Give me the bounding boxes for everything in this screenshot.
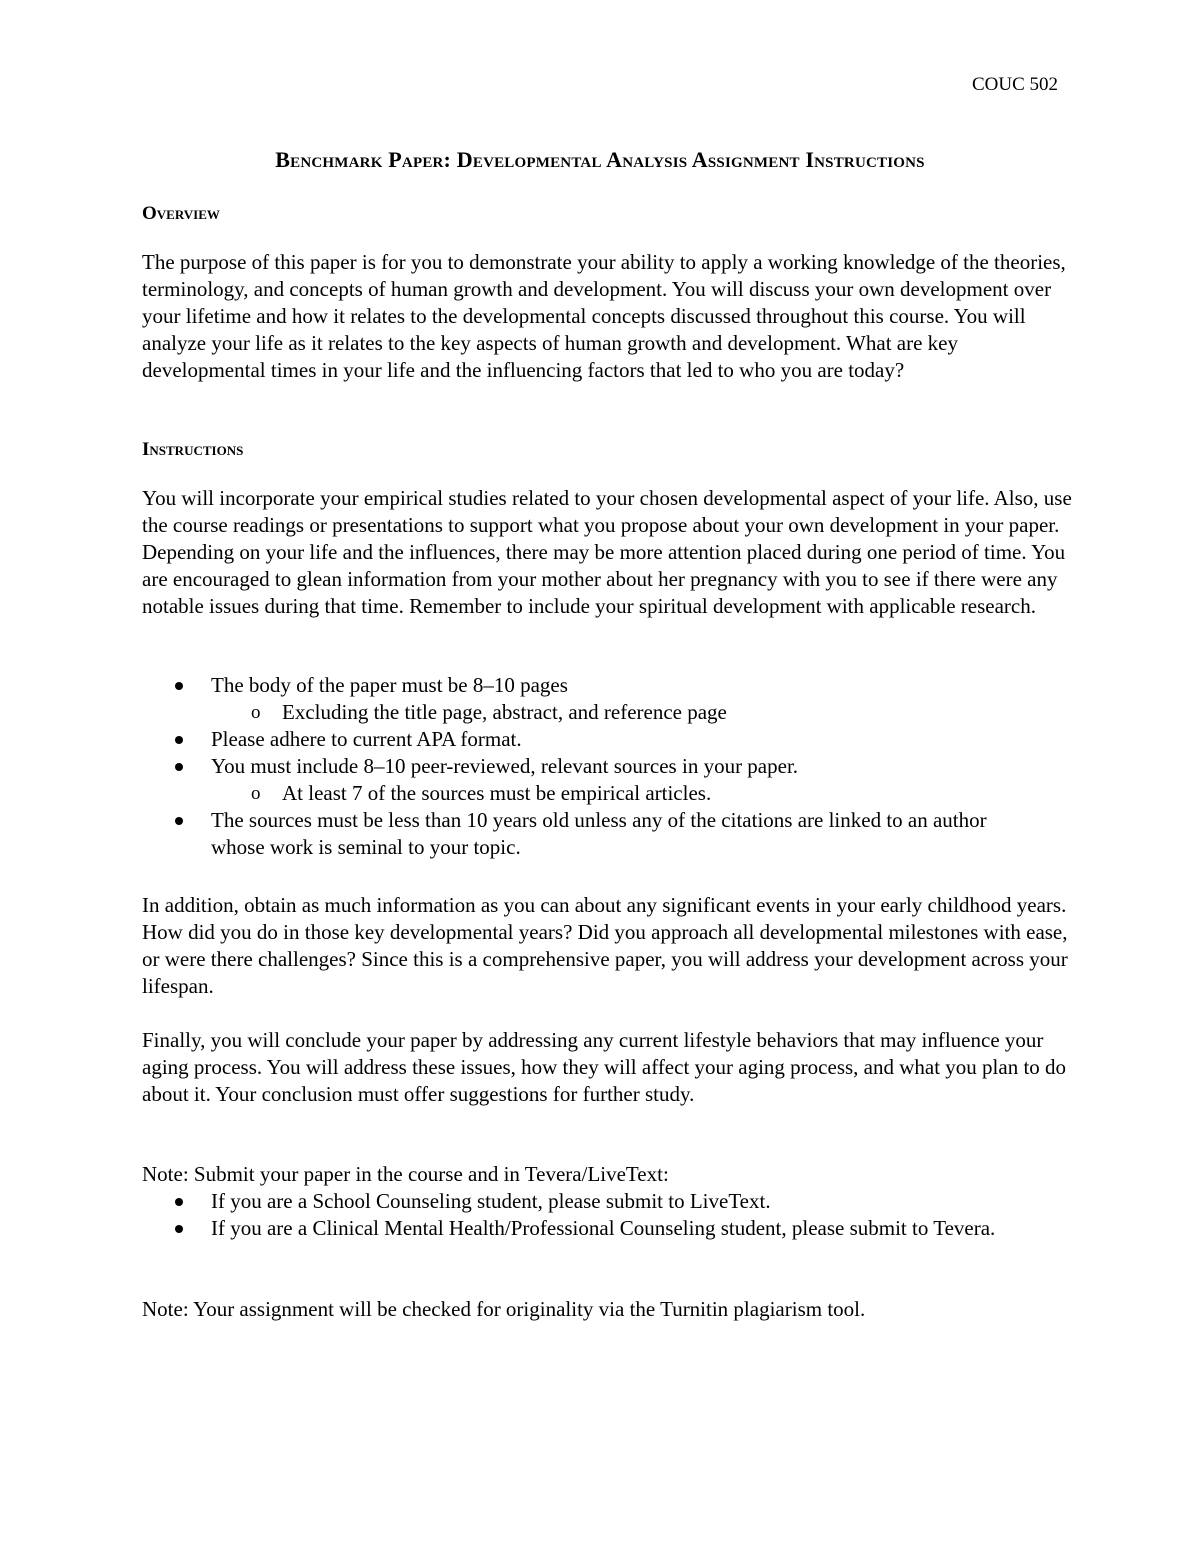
bullet-icon (175, 736, 183, 744)
instructions-heading: Instructions (142, 439, 244, 460)
list-item (142, 1188, 1072, 1215)
originality-note: Note: Your assignment will be checked for originality via the Turnitin plagiarism tool. (142, 1297, 866, 1321)
sub-bullet-icon: o (251, 783, 261, 804)
list-item (142, 753, 1072, 780)
list-item-text: If you are a School Counseling student, please submit to LiveText. (211, 1189, 771, 1213)
bullet-icon (175, 763, 183, 771)
submit-note: Note: Submit your paper in the course and in Tevera/LiveText: (142, 1162, 669, 1186)
list-item-text: The body of the paper must be 8–10 pages (211, 673, 568, 697)
list-item (142, 726, 1072, 753)
document-title: Benchmark Paper: Developmental Analysis Assignment Instructions (275, 147, 925, 172)
list-item (142, 1215, 1072, 1242)
instructions-intro-paragraph: You will incorporate your empirical studies related to your chosen developmental aspect of your life. Also, use the course readings or presentations to support what you propose about your own development in your paper. Depending on your life and the influences, there may be more attention placed during one period of time. You are encouraged to glean information from your mother about her pregnancy with you to see if there were any notable issues during that time. Remember to include your spiritual development with applicable research. (142, 486, 1072, 618)
list-item-text: The sources must be less than 10 years old unless any of the citations are linked to an author whose work is seminal to your topic. (211, 808, 987, 859)
addition-paragraph: In addition, obtain as much information as you can about any significant events in your early childhood years. How did you do in those key developmental years? Did you approach all developmental milestones with ease, or were there challenges? Since this is a comprehensive paper, you will address your development across your lifespan. (142, 893, 1068, 998)
list-item-text: At least 7 of the sources must be empirical articles. (282, 781, 712, 805)
overview-paragraph: The purpose of this paper is for you to demonstrate your ability to apply a working knowledge of the theories, terminology, and concepts of human growth and development. You will discuss your own development over your lifetime and how it relates to the developmental concepts discussed throughout this course. You will analyze your life as it relates to the key aspects of human growth and development. What are key developmental times in your life and the influencing factors that led to who you are today? (142, 250, 1066, 382)
bullet-icon (175, 1198, 183, 1206)
list-item (142, 699, 1072, 726)
bullet-icon (175, 1225, 183, 1233)
bullet-icon (175, 682, 183, 690)
list-item (142, 672, 1072, 699)
list-item-text: Excluding the title page, abstract, and reference page (282, 700, 727, 724)
list-item-text: Please adhere to current APA format. (211, 727, 522, 751)
list-item-text: You must include 8–10 peer-reviewed, relevant sources in your paper. (211, 754, 799, 778)
submit-list (142, 1188, 1072, 1242)
requirements-list (142, 672, 1072, 861)
overview-heading: Overview (142, 203, 220, 224)
list-item (142, 807, 1072, 861)
sub-bullet-icon: o (251, 702, 261, 723)
list-item-text: If you are a Clinical Mental Health/Professional Counseling student, please submit to Tevera. (211, 1216, 996, 1240)
list-item (142, 780, 1072, 807)
finally-paragraph: Finally, you will conclude your paper by addressing any current lifestyle behaviors that may influence your aging process. You will address these issues, how they will affect your aging process, and what you plan to do about it. Your conclusion must offer suggestions for further study. (142, 1028, 1067, 1106)
course-code: COUC 502 (971, 74, 1058, 95)
bullet-icon (175, 817, 183, 825)
